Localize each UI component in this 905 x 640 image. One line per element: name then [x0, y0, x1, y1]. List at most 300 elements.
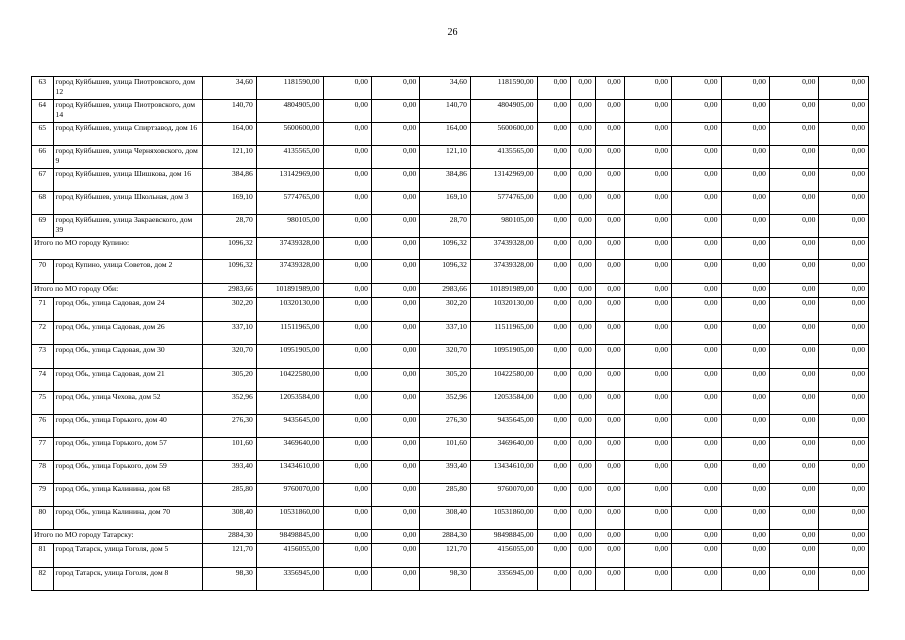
- value-cell: 0,00: [819, 568, 869, 591]
- value-cell: 0,00: [537, 415, 570, 438]
- value-cell: 0,00: [371, 369, 419, 392]
- value-cell: 2983,66: [203, 284, 257, 298]
- value-cell: 0,00: [672, 100, 721, 123]
- value-cell: 0,00: [672, 146, 721, 169]
- value-cell: 10531860,00: [470, 507, 537, 530]
- value-cell: 164,00: [420, 123, 471, 146]
- value-cell: 0,00: [672, 369, 721, 392]
- value-cell: 0,00: [570, 77, 595, 100]
- value-cell: 37439328,00: [256, 238, 323, 260]
- value-cell: 0,00: [819, 345, 869, 369]
- value-cell: 0,00: [537, 345, 570, 369]
- row-number: 74: [32, 369, 54, 392]
- table-row: [32, 392, 869, 415]
- value-cell: 4156055,00: [256, 544, 323, 568]
- value-cell: 0,00: [672, 260, 721, 284]
- value-cell: 0,00: [624, 568, 671, 591]
- value-cell: 98,30: [420, 568, 471, 591]
- value-cell: 0,00: [721, 260, 769, 284]
- value-cell: 0,00: [595, 238, 624, 260]
- value-cell: 0,00: [819, 169, 869, 192]
- value-cell: 0,00: [323, 461, 371, 484]
- value-cell: 0,00: [769, 415, 818, 438]
- value-cell: 3356945,00: [256, 568, 323, 591]
- value-cell: 0,00: [537, 544, 570, 568]
- address-cell: город Куйбышев, улица Школьная, дом 3: [53, 192, 203, 215]
- value-cell: 0,00: [672, 392, 721, 415]
- value-cell: 0,00: [570, 438, 595, 461]
- value-cell: 0,00: [570, 123, 595, 146]
- value-cell: 0,00: [570, 484, 595, 507]
- row-number: 80: [32, 507, 54, 530]
- value-cell: 10320130,00: [256, 298, 323, 322]
- value-cell: 0,00: [819, 322, 869, 345]
- value-cell: 0,00: [537, 568, 570, 591]
- value-cell: 337,10: [420, 322, 471, 345]
- value-cell: 0,00: [672, 284, 721, 298]
- value-cell: 0,00: [371, 298, 419, 322]
- value-cell: 0,00: [595, 507, 624, 530]
- value-cell: 0,00: [570, 544, 595, 568]
- value-cell: 0,00: [595, 544, 624, 568]
- address-cell: город Татарск, улица Гоголя, дом 8: [53, 568, 203, 591]
- value-cell: 9435645,00: [256, 415, 323, 438]
- value-cell: 10951905,00: [470, 345, 537, 369]
- value-cell: 0,00: [595, 123, 624, 146]
- value-cell: 121,70: [420, 544, 471, 568]
- value-cell: 0,00: [371, 146, 419, 169]
- table-row: [32, 215, 869, 238]
- table-row: [32, 146, 869, 169]
- value-cell: 0,00: [323, 415, 371, 438]
- address-cell: город Обь, улица Горького, дом 40: [53, 415, 203, 438]
- value-cell: 1096,32: [203, 260, 257, 284]
- value-cell: 0,00: [595, 530, 624, 544]
- value-cell: 0,00: [769, 369, 818, 392]
- value-cell: 0,00: [323, 123, 371, 146]
- value-cell: 0,00: [721, 484, 769, 507]
- value-cell: 0,00: [819, 415, 869, 438]
- row-number: 66: [32, 146, 54, 169]
- value-cell: 0,00: [721, 238, 769, 260]
- value-cell: 0,00: [570, 284, 595, 298]
- value-cell: 0,00: [595, 192, 624, 215]
- value-cell: 0,00: [323, 215, 371, 238]
- value-cell: 337,10: [203, 322, 257, 345]
- subtotal-row: [32, 530, 869, 544]
- value-cell: 12053584,00: [470, 392, 537, 415]
- value-cell: 0,00: [570, 100, 595, 123]
- value-cell: 0,00: [570, 260, 595, 284]
- value-cell: 980105,00: [470, 215, 537, 238]
- address-cell: город Обь, улица Садовая, дом 26: [53, 322, 203, 345]
- value-cell: 0,00: [819, 215, 869, 238]
- address-cell: город Куйбышев, улица Пиотровского, дом 14: [53, 100, 203, 123]
- value-cell: 2983,66: [420, 284, 471, 298]
- value-cell: 1096,32: [203, 238, 257, 260]
- value-cell: 0,00: [570, 507, 595, 530]
- value-cell: 0,00: [819, 438, 869, 461]
- value-cell: 0,00: [323, 298, 371, 322]
- value-cell: 3469640,00: [470, 438, 537, 461]
- value-cell: 0,00: [595, 322, 624, 345]
- value-cell: 0,00: [819, 192, 869, 215]
- value-cell: 0,00: [595, 298, 624, 322]
- value-cell: 34,60: [203, 77, 257, 100]
- value-cell: 0,00: [769, 260, 818, 284]
- value-cell: 0,00: [624, 544, 671, 568]
- value-cell: 0,00: [672, 192, 721, 215]
- value-cell: 0,00: [721, 544, 769, 568]
- row-number: 70: [32, 260, 54, 284]
- value-cell: 0,00: [721, 461, 769, 484]
- value-cell: 0,00: [769, 438, 818, 461]
- address-cell: город Обь, улица Чехова, дом 52: [53, 392, 203, 415]
- value-cell: 0,00: [537, 123, 570, 146]
- value-cell: 28,70: [203, 215, 257, 238]
- value-cell: 0,00: [323, 322, 371, 345]
- value-cell: 0,00: [819, 369, 869, 392]
- value-cell: 0,00: [537, 169, 570, 192]
- value-cell: 0,00: [371, 392, 419, 415]
- value-cell: 140,70: [420, 100, 471, 123]
- value-cell: 0,00: [819, 530, 869, 544]
- value-cell: 34,60: [420, 77, 471, 100]
- value-cell: 5774765,00: [256, 192, 323, 215]
- value-cell: 0,00: [570, 238, 595, 260]
- value-cell: 121,70: [203, 544, 257, 568]
- page-number: 26: [447, 27, 458, 38]
- value-cell: 0,00: [672, 438, 721, 461]
- value-cell: 276,30: [420, 415, 471, 438]
- value-cell: 0,00: [819, 123, 869, 146]
- value-cell: 10320130,00: [470, 298, 537, 322]
- value-cell: 0,00: [721, 284, 769, 298]
- value-cell: 0,00: [672, 77, 721, 100]
- address-cell: город Обь, улица Калинина, дом 68: [53, 484, 203, 507]
- value-cell: 0,00: [537, 77, 570, 100]
- value-cell: 305,20: [203, 369, 257, 392]
- value-cell: 121,10: [420, 146, 471, 169]
- value-cell: 0,00: [570, 192, 595, 215]
- table-row: [32, 260, 869, 284]
- value-cell: 0,00: [624, 298, 671, 322]
- value-cell: 2884,30: [420, 530, 471, 544]
- value-cell: 0,00: [371, 100, 419, 123]
- value-cell: 10951905,00: [256, 345, 323, 369]
- table-row: [32, 461, 869, 484]
- value-cell: 1181590,00: [470, 77, 537, 100]
- value-cell: 0,00: [819, 392, 869, 415]
- value-cell: 0,00: [769, 322, 818, 345]
- row-number: 79: [32, 484, 54, 507]
- value-cell: 352,96: [203, 392, 257, 415]
- value-cell: 0,00: [624, 530, 671, 544]
- value-cell: 0,00: [537, 461, 570, 484]
- address-cell: город Обь, улица Садовая, дом 30: [53, 345, 203, 369]
- value-cell: 0,00: [371, 568, 419, 591]
- value-cell: 101,60: [203, 438, 257, 461]
- address-cell: город Обь, улица Горького, дом 59: [53, 461, 203, 484]
- address-cell: город Обь, улица Горького, дом 57: [53, 438, 203, 461]
- value-cell: 140,70: [203, 100, 257, 123]
- value-cell: 0,00: [721, 146, 769, 169]
- value-cell: 3356945,00: [470, 568, 537, 591]
- value-cell: 0,00: [624, 260, 671, 284]
- value-cell: 0,00: [721, 345, 769, 369]
- value-cell: 0,00: [323, 169, 371, 192]
- value-cell: 0,00: [769, 461, 818, 484]
- address-cell: город Куйбышев, улица Черняховского, дом 9: [53, 146, 203, 169]
- value-cell: 5600600,00: [470, 123, 537, 146]
- value-cell: 0,00: [371, 415, 419, 438]
- value-cell: 0,00: [595, 169, 624, 192]
- value-cell: 0,00: [323, 77, 371, 100]
- value-cell: 320,70: [203, 345, 257, 369]
- value-cell: 0,00: [769, 123, 818, 146]
- value-cell: 0,00: [371, 507, 419, 530]
- value-cell: 0,00: [624, 215, 671, 238]
- value-cell: 0,00: [323, 438, 371, 461]
- table-row: [32, 192, 869, 215]
- address-cell: город Куйбышев, улица Пиотровского, дом 12: [53, 77, 203, 100]
- value-cell: 0,00: [323, 484, 371, 507]
- value-cell: 3469640,00: [256, 438, 323, 461]
- value-cell: 0,00: [537, 392, 570, 415]
- table-row: [32, 507, 869, 530]
- value-cell: 0,00: [595, 369, 624, 392]
- value-cell: 0,00: [371, 169, 419, 192]
- value-cell: 0,00: [323, 369, 371, 392]
- value-cell: 0,00: [672, 544, 721, 568]
- value-cell: 4135565,00: [470, 146, 537, 169]
- value-cell: 0,00: [570, 369, 595, 392]
- address-cell: город Обь, улица Калинина, дом 70: [53, 507, 203, 530]
- value-cell: 0,00: [769, 169, 818, 192]
- value-cell: 13434610,00: [470, 461, 537, 484]
- value-cell: 0,00: [570, 461, 595, 484]
- value-cell: 0,00: [371, 238, 419, 260]
- value-cell: 0,00: [570, 568, 595, 591]
- address-cell: город Куйбышев, улица Спиртзавод, дом 16: [53, 123, 203, 146]
- value-cell: 0,00: [371, 123, 419, 146]
- value-cell: 0,00: [769, 215, 818, 238]
- value-cell: 0,00: [624, 284, 671, 298]
- value-cell: 37439328,00: [470, 260, 537, 284]
- housing-program-table: [31, 76, 869, 591]
- value-cell: 37439328,00: [470, 238, 537, 260]
- value-cell: 0,00: [721, 322, 769, 345]
- subtotal-label: Итого по МО городу Оби:: [32, 284, 203, 298]
- value-cell: 0,00: [819, 507, 869, 530]
- value-cell: 0,00: [371, 77, 419, 100]
- value-cell: 1096,32: [420, 260, 471, 284]
- value-cell: 37439328,00: [256, 260, 323, 284]
- value-cell: 0,00: [624, 507, 671, 530]
- subtotal-row: [32, 284, 869, 298]
- value-cell: 0,00: [624, 484, 671, 507]
- value-cell: 0,00: [819, 484, 869, 507]
- table-row: [32, 169, 869, 192]
- table-row: [32, 369, 869, 392]
- value-cell: 305,20: [420, 369, 471, 392]
- value-cell: 0,00: [769, 345, 818, 369]
- row-number: 65: [32, 123, 54, 146]
- value-cell: 0,00: [721, 192, 769, 215]
- value-cell: 9760070,00: [470, 484, 537, 507]
- value-cell: 13142969,00: [470, 169, 537, 192]
- row-number: 63: [32, 77, 54, 100]
- value-cell: 0,00: [537, 192, 570, 215]
- value-cell: 164,00: [203, 123, 257, 146]
- value-cell: 0,00: [819, 298, 869, 322]
- value-cell: 0,00: [721, 77, 769, 100]
- value-cell: 0,00: [819, 544, 869, 568]
- value-cell: 10531860,00: [256, 507, 323, 530]
- value-cell: 0,00: [721, 438, 769, 461]
- value-cell: 0,00: [371, 345, 419, 369]
- table-row: [32, 77, 869, 100]
- value-cell: 0,00: [672, 123, 721, 146]
- value-cell: 28,70: [420, 215, 471, 238]
- value-cell: 0,00: [323, 260, 371, 284]
- value-cell: 9435645,00: [470, 415, 537, 438]
- value-cell: 0,00: [595, 461, 624, 484]
- table-row: [32, 322, 869, 345]
- value-cell: 0,00: [570, 298, 595, 322]
- value-cell: 308,40: [203, 507, 257, 530]
- value-cell: 0,00: [624, 100, 671, 123]
- value-cell: 0,00: [624, 238, 671, 260]
- row-number: 71: [32, 298, 54, 322]
- value-cell: 0,00: [371, 544, 419, 568]
- value-cell: 0,00: [570, 146, 595, 169]
- table-row: [32, 123, 869, 146]
- value-cell: 0,00: [371, 322, 419, 345]
- row-number: 81: [32, 544, 54, 568]
- value-cell: 0,00: [595, 438, 624, 461]
- address-cell: город Татарск, улица Гоголя, дом 5: [53, 544, 203, 568]
- value-cell: 285,80: [420, 484, 471, 507]
- value-cell: 0,00: [371, 484, 419, 507]
- value-cell: 10422580,00: [470, 369, 537, 392]
- value-cell: 0,00: [624, 146, 671, 169]
- value-cell: 0,00: [595, 215, 624, 238]
- value-cell: 0,00: [595, 146, 624, 169]
- value-cell: 0,00: [595, 415, 624, 438]
- table-row: [32, 345, 869, 369]
- value-cell: 0,00: [769, 238, 818, 260]
- value-cell: 0,00: [769, 530, 818, 544]
- value-cell: 0,00: [323, 392, 371, 415]
- address-cell: город Купино, улица Советов, дом 2: [53, 260, 203, 284]
- value-cell: 0,00: [624, 438, 671, 461]
- value-cell: 0,00: [371, 530, 419, 544]
- value-cell: 0,00: [819, 146, 869, 169]
- table-row: [32, 544, 869, 568]
- value-cell: 2884,30: [203, 530, 257, 544]
- value-cell: 393,40: [203, 461, 257, 484]
- subtotal-row: [32, 238, 869, 260]
- value-cell: 0,00: [769, 284, 818, 298]
- subtotal-label: Итого по МО городу Купино:: [32, 238, 203, 260]
- value-cell: 169,10: [203, 192, 257, 215]
- value-cell: 4135565,00: [256, 146, 323, 169]
- table-row: [32, 484, 869, 507]
- value-cell: 285,80: [203, 484, 257, 507]
- value-cell: 0,00: [672, 215, 721, 238]
- value-cell: 0,00: [624, 345, 671, 369]
- value-cell: 384,86: [420, 169, 471, 192]
- value-cell: 169,10: [420, 192, 471, 215]
- value-cell: 0,00: [624, 415, 671, 438]
- value-cell: 0,00: [537, 238, 570, 260]
- value-cell: 0,00: [624, 77, 671, 100]
- value-cell: 0,00: [371, 438, 419, 461]
- value-cell: 0,00: [371, 461, 419, 484]
- row-number: 69: [32, 215, 54, 238]
- value-cell: 0,00: [769, 507, 818, 530]
- value-cell: 101,60: [420, 438, 471, 461]
- value-cell: 4156055,00: [470, 544, 537, 568]
- value-cell: 0,00: [595, 392, 624, 415]
- value-cell: 0,00: [672, 530, 721, 544]
- value-cell: 0,00: [323, 530, 371, 544]
- address-cell: город Обь, улица Садовая, дом 21: [53, 369, 203, 392]
- value-cell: 0,00: [537, 146, 570, 169]
- value-cell: 302,20: [420, 298, 471, 322]
- value-cell: 1096,32: [420, 238, 471, 260]
- value-cell: 0,00: [672, 461, 721, 484]
- value-cell: 0,00: [769, 298, 818, 322]
- value-cell: 0,00: [721, 530, 769, 544]
- value-cell: 0,00: [769, 544, 818, 568]
- row-number: 76: [32, 415, 54, 438]
- row-number: 67: [32, 169, 54, 192]
- value-cell: 0,00: [323, 568, 371, 591]
- value-cell: 0,00: [537, 507, 570, 530]
- value-cell: 0,00: [595, 260, 624, 284]
- value-cell: 0,00: [323, 146, 371, 169]
- value-cell: 0,00: [537, 260, 570, 284]
- value-cell: 0,00: [624, 461, 671, 484]
- table-body: [32, 77, 869, 591]
- value-cell: 0,00: [721, 507, 769, 530]
- value-cell: 0,00: [371, 260, 419, 284]
- value-cell: 0,00: [769, 192, 818, 215]
- value-cell: 0,00: [570, 322, 595, 345]
- row-number: 78: [32, 461, 54, 484]
- value-cell: 0,00: [595, 284, 624, 298]
- value-cell: 0,00: [537, 100, 570, 123]
- subtotal-label: Итого по МО городу Татарску:: [32, 530, 203, 544]
- value-cell: 101891989,00: [256, 284, 323, 298]
- value-cell: 0,00: [721, 215, 769, 238]
- value-cell: 0,00: [769, 100, 818, 123]
- value-cell: 0,00: [537, 484, 570, 507]
- value-cell: 0,00: [570, 392, 595, 415]
- value-cell: 0,00: [323, 345, 371, 369]
- value-cell: 0,00: [595, 484, 624, 507]
- address-cell: город Куйбышев, улица Закраевского, дом 39: [53, 215, 203, 238]
- value-cell: 0,00: [624, 392, 671, 415]
- row-number: 72: [32, 322, 54, 345]
- table-row: [32, 415, 869, 438]
- value-cell: 0,00: [570, 530, 595, 544]
- value-cell: 0,00: [371, 284, 419, 298]
- value-cell: 12053584,00: [256, 392, 323, 415]
- value-cell: 5774765,00: [470, 192, 537, 215]
